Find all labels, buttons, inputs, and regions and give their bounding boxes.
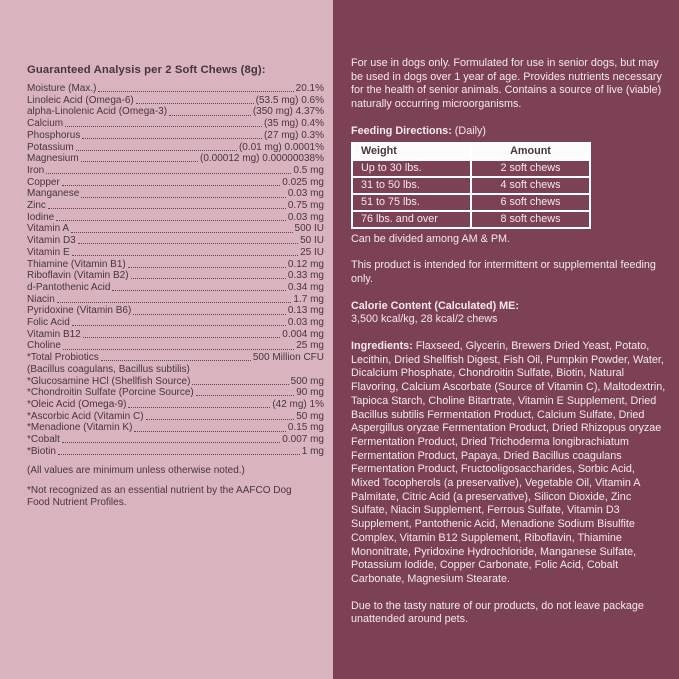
analysis-row-value: 0.13 mg bbox=[287, 305, 324, 317]
analysis-row-label: Manganese bbox=[27, 188, 80, 200]
analysis-row-value: 50 IU bbox=[300, 235, 324, 247]
analysis-row-label: Vitamin B12 bbox=[27, 328, 81, 340]
analysis-row-label: Moisture (Max.) bbox=[27, 83, 97, 94]
dotted-leader bbox=[192, 384, 288, 385]
dotted-leader bbox=[56, 220, 286, 221]
dotted-leader bbox=[196, 395, 294, 396]
analysis-row bbox=[27, 106, 324, 118]
calorie-content-heading: Calorie Content (Calculated) ME: bbox=[351, 299, 519, 312]
analysis-row-value: 20.1% bbox=[295, 83, 324, 94]
usage-panel bbox=[333, 0, 679, 679]
analysis-row bbox=[27, 387, 324, 399]
analysis-row bbox=[27, 411, 324, 423]
analysis-row-value: 0.025 mg bbox=[282, 176, 324, 188]
ingredients-label: Ingredients: bbox=[351, 340, 413, 353]
analysis-row-label: Folic Acid bbox=[27, 317, 70, 329]
analysis-row bbox=[27, 434, 324, 446]
dotted-leader bbox=[98, 91, 293, 92]
analysis-row bbox=[27, 446, 324, 458]
analysis-row-value: (350 mg) 4.37% bbox=[252, 106, 324, 118]
feeding-row-amount: 6 soft chews bbox=[471, 194, 590, 211]
calorie-content-value: 3,500 kcal/kg, 28 kcal/2 chews bbox=[351, 313, 498, 326]
analysis-row-value: (0.00012 mg) 0.00000038% bbox=[200, 153, 324, 165]
analysis-row bbox=[27, 270, 324, 282]
analysis-row-value: 500 IU bbox=[294, 223, 324, 235]
dotted-leader bbox=[65, 126, 262, 127]
analysis-row-label: Calcium bbox=[27, 118, 64, 130]
feeding-col-amount: Amount bbox=[471, 143, 590, 160]
analysis-row bbox=[27, 153, 324, 165]
analysis-row bbox=[27, 422, 324, 434]
minimum-values-note: (All values are minimum unless otherwise noted.) bbox=[27, 464, 245, 476]
analysis-row bbox=[27, 364, 324, 376]
dotted-leader bbox=[81, 161, 198, 162]
analysis-row-label: *Oleic Acid (Omega-9) bbox=[27, 398, 127, 410]
analysis-row-value: 25 IU bbox=[300, 246, 324, 258]
analysis-row-label: d-Pantothenic Acid bbox=[27, 281, 111, 293]
feeding-directions-frequency: (Daily) bbox=[454, 124, 486, 137]
analysis-row-label: Magnesium bbox=[27, 153, 79, 165]
analysis-row-label: *Biotin bbox=[27, 445, 56, 457]
analysis-row-label: Copper bbox=[27, 176, 60, 188]
dotted-leader bbox=[112, 290, 285, 291]
dotted-leader bbox=[169, 115, 251, 116]
analysis-row bbox=[27, 130, 324, 142]
dotted-leader bbox=[71, 232, 292, 233]
dotted-leader bbox=[72, 325, 286, 326]
analysis-row-value: 1.7 mg bbox=[293, 293, 324, 305]
feeding-row-weight: 31 to 50 lbs. bbox=[352, 177, 471, 194]
analysis-row-label: Vitamin D3 bbox=[27, 235, 76, 247]
analysis-row-value: 1 mg bbox=[301, 445, 324, 457]
analysis-row-value: 25 mg bbox=[296, 340, 324, 352]
feeding-directions-heading bbox=[351, 125, 666, 139]
dotted-leader bbox=[136, 103, 254, 104]
analysis-row bbox=[27, 223, 324, 235]
analysis-row bbox=[27, 177, 324, 189]
ingredients-list: Flaxseed, Glycerin, Brewers Dried Yeast, Potato, Lecithin, Dried Shellfish Digest, Fish Oil, Pumpkin Powder, Water, Dicalcium Phosphate, Chondroitin Sulfate, Biotin, Natural Flavoring, Calcium Ascorbate (Source of Vitamin C), Maltodextrin, Tapioca Starch, Choline Bitartrate, Vitamin E Supplement, Dried Bacillus subtilis Fermentation Product, Calcium Sulfate, Dried Aspergillus oryzae Fermentation Product, Dried Rhizopus oryzae Fermentation Product, Dried Trichoderma longibrachiatum Fermentation Product, Papaya, Dried Bacillus coagulans Fermentation Product, Fructooligosaccharides, Sorbic Acid, Mixed Tocopherols (a preservative), Vegetable Oil, Vitamin A Palmitate, Citric Acid (a preservative), Silicon Dioxide, Zinc Sulfate, Niacin Supplement, Ferrous Sulfate, Vitamin D3 Supplement, Pantothenic Acid, Menadione Sodium Bisulfite Complex, Vitamin B12 Supplement, Riboflavin, Thiamine Mononitrate, Pyridoxine Hydrochloride, Manganese Sulfate, Potassium Iodide, Copper Carbonate, Folic Acid, Cobalt Carbonate, Magnesium Stearate. bbox=[351, 340, 666, 585]
analysis-row-label: Linoleic Acid (Omega-6) bbox=[27, 94, 134, 106]
dotted-leader bbox=[134, 431, 285, 432]
analysis-row bbox=[27, 165, 324, 177]
analysis-row-label: *Cobalt bbox=[27, 434, 60, 446]
feeding-table-body bbox=[352, 160, 590, 228]
dotted-leader bbox=[78, 243, 298, 244]
guaranteed-analysis-heading: Guaranteed Analysis per 2 Soft Chews (8g): bbox=[27, 64, 266, 76]
dotted-leader bbox=[76, 150, 237, 151]
feeding-table-header-row bbox=[352, 143, 590, 160]
analysis-row-value: 0.004 mg bbox=[282, 328, 324, 340]
dotted-leader bbox=[82, 138, 262, 139]
dotted-leader bbox=[81, 197, 286, 198]
ingredients-text bbox=[351, 340, 666, 587]
dotted-leader bbox=[101, 360, 251, 361]
analysis-row bbox=[27, 317, 324, 329]
analysis-row-label: Phosphorus bbox=[27, 129, 81, 141]
analysis-row-value: 0.75 mg bbox=[287, 200, 324, 212]
dotted-leader bbox=[72, 255, 298, 256]
analysis-row-label: Thiamine (Vitamin B1) bbox=[27, 258, 126, 270]
analysis-row-value: 500 mg bbox=[290, 375, 324, 387]
aafco-footnote: *Not recognized as an essential nutrient by the AAFCO Dog Food Nutrient Profiles. bbox=[27, 484, 292, 508]
analysis-row bbox=[27, 376, 324, 388]
analysis-row-value: 0.34 mg bbox=[287, 281, 324, 293]
analysis-row-value: (27 mg) 0.3% bbox=[263, 129, 324, 141]
analysis-row-label: alpha-Linolenic Acid (Omega-3) bbox=[27, 106, 168, 118]
analysis-row-label: *Glucosamine HCl (Shellfish Source) bbox=[27, 375, 191, 387]
analysis-row bbox=[27, 247, 324, 259]
analysis-row-value: (53.5 mg) 0.6% bbox=[255, 94, 324, 106]
dotted-leader bbox=[128, 267, 286, 268]
guaranteed-analysis-panel bbox=[0, 0, 333, 679]
dotted-leader bbox=[46, 173, 291, 174]
analysis-row-label: *Total Probiotics bbox=[27, 352, 99, 364]
analysis-row-label: Potassium bbox=[27, 141, 74, 153]
analysis-row bbox=[27, 95, 324, 107]
feeding-row-amount: 8 soft chews bbox=[471, 211, 590, 228]
feeding-col-weight: Weight bbox=[352, 143, 471, 160]
analysis-row-value: (0.01 mg) 0.0001% bbox=[238, 141, 324, 153]
dotted-leader bbox=[63, 349, 294, 350]
feeding-row bbox=[352, 194, 590, 211]
analysis-row-label: *Menadione (Vitamin K) bbox=[27, 422, 133, 434]
analysis-row bbox=[27, 340, 324, 352]
analysis-row-label: Vitamin A bbox=[27, 223, 70, 235]
feeding-directions-table bbox=[351, 142, 591, 229]
feeding-row-weight: 76 lbs. and over bbox=[352, 211, 471, 228]
dotted-leader bbox=[58, 454, 300, 455]
dotted-leader bbox=[62, 442, 280, 443]
analysis-row bbox=[27, 305, 324, 317]
dotted-leader bbox=[83, 337, 281, 338]
warning-text: Due to the tasty nature of our products, do not leave package unattended around pets. bbox=[351, 599, 644, 626]
feeding-row bbox=[352, 177, 590, 194]
intermittent-note: This product is intended for intermittent or supplemental feeding only. bbox=[351, 259, 656, 285]
feeding-row-amount: 4 soft chews bbox=[471, 177, 590, 194]
feeding-row-weight: Up to 30 lbs. bbox=[352, 160, 471, 177]
analysis-row-value: 0.5 mg bbox=[293, 164, 324, 176]
dotted-leader bbox=[62, 185, 280, 186]
analysis-row bbox=[27, 259, 324, 271]
guaranteed-analysis-list bbox=[27, 83, 324, 458]
analysis-row-value: (35 mg) 0.4% bbox=[263, 118, 324, 130]
analysis-row-value: 90 mg bbox=[296, 387, 324, 399]
analysis-row bbox=[27, 235, 324, 247]
dotted-leader bbox=[133, 314, 286, 315]
analysis-row-label: *Chondroitin Sulfate (Porcine Source) bbox=[27, 387, 194, 399]
analysis-row-value: 0.12 mg bbox=[287, 258, 324, 270]
analysis-row-label: (Bacillus coagulans, Bacillus subtilis) bbox=[27, 363, 190, 375]
analysis-row-value: (42 mg) 1% bbox=[272, 398, 324, 410]
analysis-row-value: 0.03 mg bbox=[287, 211, 324, 223]
analysis-row-label: Iron bbox=[27, 164, 45, 176]
dotted-leader bbox=[146, 419, 295, 420]
analysis-row-label: Riboflavin (Vitamin B2) bbox=[27, 270, 129, 282]
analysis-row-value: 0.33 mg bbox=[287, 270, 324, 282]
analysis-row-value: 0.03 mg bbox=[287, 317, 324, 329]
analysis-row-label: Pyridoxine (Vitamin B6) bbox=[27, 305, 132, 317]
analysis-row bbox=[27, 200, 324, 212]
feeding-row-amount: 2 soft chews bbox=[471, 160, 590, 177]
analysis-row-label: Zinc bbox=[27, 200, 46, 212]
analysis-row bbox=[27, 188, 324, 200]
analysis-row-label: Choline bbox=[27, 340, 61, 352]
analysis-row-label: Vitamin E bbox=[27, 246, 70, 258]
divide-note: Can be divided among AM & PM. bbox=[351, 232, 511, 245]
analysis-row bbox=[27, 282, 324, 294]
analysis-row bbox=[27, 142, 324, 154]
analysis-row-value: 50 mg bbox=[296, 410, 324, 422]
analysis-row-value: 500 Million CFU bbox=[252, 352, 324, 364]
analysis-row-value: 0.007 mg bbox=[282, 434, 324, 446]
analysis-row-value: 0.03 mg bbox=[287, 188, 324, 200]
analysis-row-label: Iodine bbox=[27, 211, 55, 223]
analysis-row bbox=[27, 329, 324, 341]
analysis-row bbox=[27, 118, 324, 130]
intro-text: For use in dogs only. Formulated for use in senior dogs, but may be used in dogs over 1 year of age. Provides nutrients necessary for the health of senior animals. Contains a source of live (viable) naturally occurring microorganisms. bbox=[351, 57, 662, 111]
analysis-row-label: Niacin bbox=[27, 293, 55, 305]
dotted-leader bbox=[131, 278, 286, 279]
analysis-row bbox=[27, 212, 324, 224]
feeding-directions-label: Feeding Directions: bbox=[351, 124, 452, 137]
feeding-row bbox=[352, 160, 590, 177]
analysis-row-label: *Ascorbic Acid (Vitamin C) bbox=[27, 410, 144, 422]
analysis-row bbox=[27, 294, 324, 306]
analysis-row bbox=[27, 399, 324, 411]
analysis-row-value: 0.15 mg bbox=[287, 422, 324, 434]
analysis-row bbox=[27, 352, 324, 364]
analysis-row bbox=[27, 83, 324, 95]
dotted-leader bbox=[57, 302, 292, 303]
dotted-leader bbox=[48, 208, 286, 209]
feeding-row-weight: 51 to 75 lbs. bbox=[352, 194, 471, 211]
feeding-row bbox=[352, 211, 590, 228]
dotted-leader bbox=[128, 407, 270, 408]
